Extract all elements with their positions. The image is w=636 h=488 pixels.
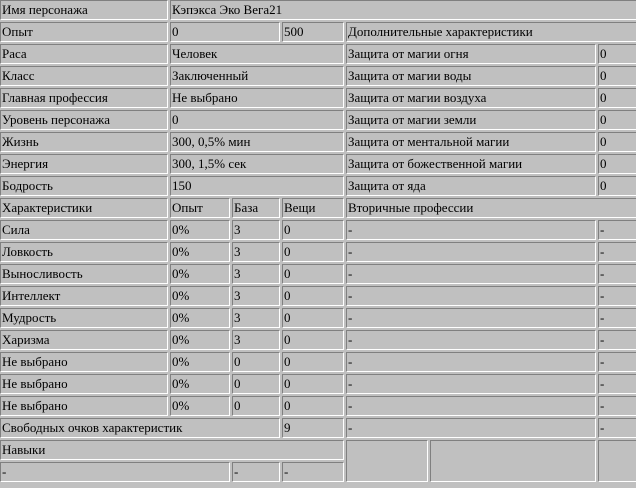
- stat-items: 0: [282, 242, 344, 262]
- stats-header-base: База: [232, 198, 280, 218]
- stat-base: 0: [232, 374, 280, 394]
- free-points-value: 9: [282, 418, 344, 438]
- stat-items: 0: [282, 330, 344, 350]
- protection-label: Защита от божественной магии: [346, 154, 596, 174]
- basic-value: 0: [170, 110, 344, 130]
- basic-value: 300, 0,5% мин: [170, 132, 344, 152]
- secondary-profession: -: [346, 396, 596, 416]
- stat-items: 0: [282, 308, 344, 328]
- stat-row: [0, 220, 636, 240]
- protection-value: 0: [598, 154, 636, 174]
- stat-exp: 0%: [170, 264, 230, 284]
- skill-cell: -: [0, 462, 230, 482]
- stat-base: 3: [232, 330, 280, 350]
- secondary-profession: -: [346, 286, 596, 306]
- basic-row: [0, 154, 636, 174]
- stat-name: Интеллект: [0, 286, 168, 306]
- stat-row: [0, 286, 636, 306]
- stat-row: [0, 396, 636, 416]
- secondary-profession-value: -: [598, 264, 636, 284]
- stat-base: 3: [232, 220, 280, 240]
- skills-empty-3: [598, 440, 636, 482]
- stat-row: [0, 264, 636, 284]
- stat-items: 0: [282, 286, 344, 306]
- stat-name: Не выбрано: [0, 352, 168, 372]
- free-points-label: Свободных очков характеристик: [0, 418, 280, 438]
- stat-exp: 0%: [170, 352, 230, 372]
- stat-name: Харизма: [0, 330, 168, 350]
- skill-cell: -: [232, 462, 280, 482]
- secondary-professions-title: Вторичные профессии: [346, 198, 636, 218]
- secondary-profession-value: -: [598, 352, 636, 372]
- stat-items: 0: [282, 374, 344, 394]
- protection-label: Защита от магии земли: [346, 110, 596, 130]
- stat-exp: 0%: [170, 396, 230, 416]
- stat-row: [0, 308, 636, 328]
- secondary-profession: -: [346, 374, 596, 394]
- stat-row: [0, 374, 636, 394]
- protection-label: Защита от ментальной магии: [346, 132, 596, 152]
- stat-exp: 0%: [170, 220, 230, 240]
- stat-exp: 0%: [170, 308, 230, 328]
- secondary-profession-value: -: [598, 330, 636, 350]
- secondary-profession-value: -: [598, 374, 636, 394]
- secondary-profession-value: -: [598, 396, 636, 416]
- stats-header-items: Вещи: [282, 198, 344, 218]
- protection-label: Защита от яда: [346, 176, 596, 196]
- basic-row: [0, 176, 636, 196]
- basic-label: Главная профессия: [0, 88, 168, 108]
- basic-label: Раса: [0, 44, 168, 64]
- basic-label: Уровень персонажа: [0, 110, 168, 130]
- secondary-profession: -: [346, 330, 596, 350]
- skills-empty-2: [430, 440, 596, 482]
- free-points-row: [0, 418, 636, 438]
- basic-label: Жизнь: [0, 132, 168, 152]
- secondary-profession-value: -: [598, 286, 636, 306]
- secondary-profession: -: [346, 242, 596, 262]
- protection-value: 0: [598, 110, 636, 130]
- protection-label: Защита от магии огня: [346, 44, 596, 64]
- protection-label: Защита от магии воды: [346, 66, 596, 86]
- stats-header-name: Характеристики: [0, 198, 168, 218]
- exp-next: 500: [282, 22, 344, 42]
- basic-value: Человек: [170, 44, 344, 64]
- basic-value: 150: [170, 176, 344, 196]
- stat-base: 0: [232, 396, 280, 416]
- protection-value: 0: [598, 66, 636, 86]
- secondary-profession: -: [346, 352, 596, 372]
- stat-row: [0, 352, 636, 372]
- protection-value: 0: [598, 176, 636, 196]
- protection-value: 0: [598, 132, 636, 152]
- basic-value: 300, 1,5% сек: [170, 154, 344, 174]
- exp-current: 0: [170, 22, 280, 42]
- exp-label: Опыт: [0, 22, 168, 42]
- stat-base: 3: [232, 264, 280, 284]
- stat-exp: 0%: [170, 374, 230, 394]
- secondary-profession-value: -: [598, 308, 636, 328]
- protection-value: 0: [598, 88, 636, 108]
- stat-exp: 0%: [170, 330, 230, 350]
- stat-base: 3: [232, 286, 280, 306]
- stats-header-row: [0, 198, 636, 218]
- basic-label: Бодрость: [0, 176, 168, 196]
- stat-items: 0: [282, 220, 344, 240]
- stat-name: Не выбрано: [0, 374, 168, 394]
- stat-row: [0, 330, 636, 350]
- stat-row: [0, 242, 636, 262]
- exp-row: [0, 22, 636, 42]
- basic-row: [0, 88, 636, 108]
- skills-empty-1: [346, 440, 428, 482]
- extra-title: Дополнительные характеристики: [346, 22, 636, 42]
- protection-label: Защита от магии воздуха: [346, 88, 596, 108]
- stat-base: 0: [232, 352, 280, 372]
- basic-row: [0, 44, 636, 64]
- basic-label: Класс: [0, 66, 168, 86]
- stat-items: 0: [282, 396, 344, 416]
- basic-label: Энергия: [0, 154, 168, 174]
- stat-exp: 0%: [170, 242, 230, 262]
- skills-header-row: [0, 440, 636, 460]
- basic-row: [0, 66, 636, 86]
- basic-row: [0, 132, 636, 152]
- secondary-profession: -: [346, 264, 596, 284]
- stat-items: 0: [282, 264, 344, 284]
- secondary-profession: -: [346, 308, 596, 328]
- stat-name: Сила: [0, 220, 168, 240]
- stat-exp: 0%: [170, 286, 230, 306]
- stat-base: 3: [232, 242, 280, 262]
- stat-name: Выносливость: [0, 264, 168, 284]
- basic-value: Заключенный: [170, 66, 344, 86]
- name-label: Имя персонажа: [0, 0, 168, 20]
- name-value: Кэпэкса Эко Вега21: [170, 0, 636, 20]
- skill-cell: -: [282, 462, 344, 482]
- name-row: [0, 0, 636, 20]
- secondary-profession-value: -: [598, 220, 636, 240]
- stat-items: 0: [282, 352, 344, 372]
- stat-name: Мудрость: [0, 308, 168, 328]
- stat-base: 3: [232, 308, 280, 328]
- free-points-prof-val: -: [598, 418, 636, 438]
- stat-name: Ловкость: [0, 242, 168, 262]
- free-points-prof: -: [346, 418, 596, 438]
- skills-label: Навыки: [0, 440, 344, 460]
- basic-row: [0, 110, 636, 130]
- protection-value: 0: [598, 44, 636, 64]
- stats-header-exp: Опыт: [170, 198, 230, 218]
- secondary-profession: -: [346, 220, 596, 240]
- basic-value: Не выбрано: [170, 88, 344, 108]
- stat-name: Не выбрано: [0, 396, 168, 416]
- secondary-profession-value: -: [598, 242, 636, 262]
